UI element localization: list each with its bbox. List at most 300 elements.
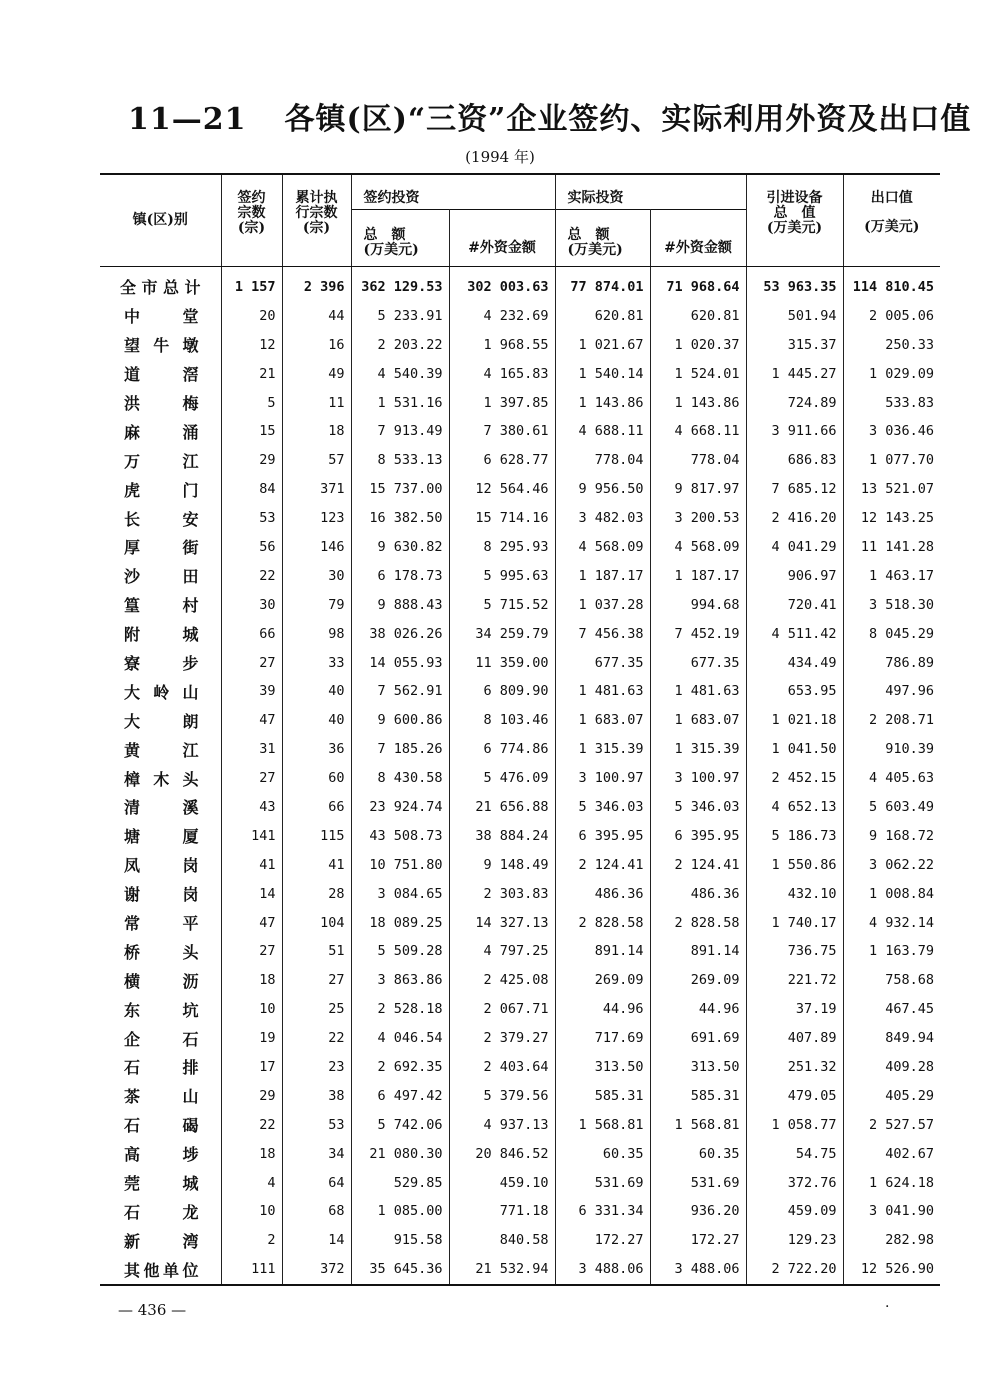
cell-eq: 37.19	[746, 995, 843, 1024]
cell-sf: 840.58	[449, 1226, 555, 1255]
cell-eq: 1 740.17	[746, 908, 843, 937]
cell-ex: 3 062.22	[843, 850, 940, 879]
table-row	[100, 388, 940, 417]
cell-eq: 724.89	[746, 388, 843, 417]
cell-af: 172.27	[650, 1226, 746, 1255]
header-signed-group	[351, 174, 555, 209]
cell-ex: 533.83	[843, 388, 940, 417]
cell-ex: 467.45	[843, 995, 940, 1024]
cell-at: 2 124.41	[555, 850, 650, 879]
cell-st: 9 888.43	[351, 590, 449, 619]
cell-sf: 20 846.52	[449, 1139, 555, 1168]
cell-af: 691.69	[650, 1024, 746, 1053]
row-name: 横沥	[124, 971, 199, 991]
header-contracts-unit: (宗)	[237, 220, 266, 236]
row-name: 其他单位	[100, 1255, 221, 1285]
cell-c: 10	[221, 995, 282, 1024]
cell-at: 677.35	[555, 648, 650, 677]
header-export-line1: 出口值	[870, 190, 913, 206]
cell-eq: 432.10	[746, 879, 843, 908]
cell-e: 79	[282, 590, 351, 619]
cell-e: 371	[282, 475, 351, 504]
cell-sf: 459.10	[449, 1168, 555, 1197]
row-name: 长安	[124, 509, 199, 529]
header-signed-foreign-label: #外资金额	[468, 239, 536, 256]
header-actual-line2: 总 额	[567, 226, 610, 243]
cell-ex: 758.68	[843, 966, 940, 995]
cell-ex: 282.98	[843, 1226, 940, 1255]
cell-af: 994.68	[650, 590, 746, 619]
cell-at: 1 540.14	[555, 359, 650, 388]
cell-at: 717.69	[555, 1024, 650, 1053]
cell-at: 6 331.34	[555, 1197, 650, 1226]
cell-e: 28	[282, 879, 351, 908]
cell-c: 10	[221, 1197, 282, 1226]
cell-sf: 14 327.13	[449, 908, 555, 937]
table-row	[100, 619, 940, 648]
cell-af: 313.50	[650, 1053, 746, 1082]
cell-c: 56	[221, 533, 282, 562]
table-row	[100, 850, 940, 879]
cell-ex: 497.96	[843, 677, 940, 706]
cell-c: 18	[221, 1139, 282, 1168]
cell-af: 269.09	[650, 966, 746, 995]
table-row	[100, 1139, 940, 1168]
table-row	[100, 677, 940, 706]
cell-af: 7 452.19	[650, 619, 746, 648]
row-name: 大朗	[124, 711, 199, 731]
cell-st: 18 089.25	[351, 908, 449, 937]
cell-sf: 5 379.56	[449, 1081, 555, 1110]
cell-st: 915.58	[351, 1226, 449, 1255]
cell-c: 2	[221, 1226, 282, 1255]
cell-st: 8 533.13	[351, 446, 449, 475]
cell-c: 22	[221, 1110, 282, 1139]
cell-c: 39	[221, 677, 282, 706]
header-actual-group	[555, 174, 746, 209]
table-row	[100, 1024, 940, 1053]
cell-c: 17	[221, 1053, 282, 1082]
cell-eq: 372.76	[746, 1168, 843, 1197]
cell-eq: 906.97	[746, 561, 843, 590]
cell-ex: 4 932.14	[843, 908, 940, 937]
cell-e: 27	[282, 966, 351, 995]
cell-sf: 2 425.08	[449, 966, 555, 995]
cell-sf: 21 656.88	[449, 793, 555, 822]
cell-ex: 8 045.29	[843, 619, 940, 648]
table-row	[100, 1226, 940, 1255]
cell-af: 2 124.41	[650, 850, 746, 879]
table-row	[100, 359, 940, 388]
cell-e: 104	[282, 908, 351, 937]
page-number: — 436 —	[118, 1301, 187, 1319]
header-signed-unit: (万美元)	[363, 241, 419, 258]
cell-st: 7 913.49	[351, 417, 449, 446]
cell-at: 4 688.11	[555, 417, 650, 446]
row-name: 东坑	[124, 1000, 199, 1020]
cell-ex: 405.29	[843, 1081, 940, 1110]
cell-ex: 9 168.72	[843, 821, 940, 850]
row-name: 谢岗	[124, 885, 199, 905]
cell-at: 1 143.86	[555, 388, 650, 417]
table-row	[100, 475, 940, 504]
header-signed-total	[351, 209, 449, 266]
cell-af: 531.69	[650, 1168, 746, 1197]
cell-e: 14	[282, 1226, 351, 1255]
cell-sf: 9 148.49	[449, 850, 555, 879]
cell-e: 22	[282, 1024, 351, 1053]
header-contracts-line2: 宗数	[237, 205, 266, 221]
cell-ex: 1 624.18	[843, 1168, 940, 1197]
header-actual-foreign	[650, 209, 746, 266]
table-row	[100, 417, 940, 446]
cell-st: 15 737.00	[351, 475, 449, 504]
table-row	[100, 330, 940, 359]
row-name: 沙田	[124, 567, 199, 587]
cell-e: 40	[282, 706, 351, 735]
cell-e: 49	[282, 359, 351, 388]
cell-c: 4	[221, 1168, 282, 1197]
cell-sf: 12 564.46	[449, 475, 555, 504]
row-name: 企石	[124, 1029, 199, 1049]
cell-ex: 1 008.84	[843, 879, 940, 908]
cell-st: 5 509.28	[351, 937, 449, 966]
cell-eq: 501.94	[746, 301, 843, 330]
cell-st: 6 178.73	[351, 561, 449, 590]
cell-af: 44.96	[650, 995, 746, 1024]
cell-e: 51	[282, 937, 351, 966]
cell-eq: 459.09	[746, 1197, 843, 1226]
cell-st: 5 233.91	[351, 301, 449, 330]
table-row	[100, 879, 940, 908]
cell-sf: 11 359.00	[449, 648, 555, 677]
cell-eq: 53 963.35	[746, 266, 843, 301]
cell-sf: 7 380.61	[449, 417, 555, 446]
cell-eq: 3 911.66	[746, 417, 843, 446]
header-export	[843, 174, 940, 266]
row-name: 麻涌	[124, 422, 199, 442]
cell-ex: 1 163.79	[843, 937, 940, 966]
cell-at: 1 037.28	[555, 590, 650, 619]
table-row	[100, 995, 940, 1024]
cell-st: 4 046.54	[351, 1024, 449, 1053]
cell-e: 40	[282, 677, 351, 706]
cell-sf: 15 714.16	[449, 504, 555, 533]
cell-e: 98	[282, 619, 351, 648]
cell-sf: 6 809.90	[449, 677, 555, 706]
row-name: 石排	[124, 1058, 199, 1078]
cell-sf: 4 937.13	[449, 1110, 555, 1139]
cell-c: 47	[221, 706, 282, 735]
cell-at: 531.69	[555, 1168, 650, 1197]
cell-af: 1 683.07	[650, 706, 746, 735]
cell-ex: 12 143.25	[843, 504, 940, 533]
cell-st: 21 080.30	[351, 1139, 449, 1168]
cell-af: 1 187.17	[650, 561, 746, 590]
cell-e: 30	[282, 561, 351, 590]
table-row	[100, 590, 940, 619]
cell-at: 6 395.95	[555, 821, 650, 850]
cell-c: 22	[221, 561, 282, 590]
table-title: 各镇(区)“三资”企业签约、实际利用外资及出口值	[284, 102, 972, 137]
cell-eq: 720.41	[746, 590, 843, 619]
cell-ex: 1 463.17	[843, 561, 940, 590]
header-signed-foreign	[449, 209, 555, 266]
table-row	[100, 1255, 940, 1285]
table-row	[100, 966, 940, 995]
cell-at: 585.31	[555, 1081, 650, 1110]
cell-at: 172.27	[555, 1226, 650, 1255]
cell-st: 529.85	[351, 1168, 449, 1197]
row-name: 清溪	[124, 798, 199, 818]
cell-e: 23	[282, 1053, 351, 1082]
cell-af: 585.31	[650, 1081, 746, 1110]
cell-eq: 1 445.27	[746, 359, 843, 388]
row-name: 樟木头	[124, 769, 199, 789]
cell-e: 60	[282, 764, 351, 793]
cell-e: 146	[282, 533, 351, 562]
row-name: 凤岗	[124, 856, 199, 876]
cell-c: 47	[221, 908, 282, 937]
cell-c: 43	[221, 793, 282, 822]
cell-ex: 402.67	[843, 1139, 940, 1168]
cell-sf: 2 403.64	[449, 1053, 555, 1082]
cell-e: 53	[282, 1110, 351, 1139]
cell-at: 4 568.09	[555, 533, 650, 562]
row-name: 虎门	[124, 480, 199, 500]
cell-eq: 686.83	[746, 446, 843, 475]
table-row	[100, 533, 940, 562]
cell-ex: 3 041.90	[843, 1197, 940, 1226]
cell-at: 44.96	[555, 995, 650, 1024]
cell-af: 677.35	[650, 648, 746, 677]
cell-c: 12	[221, 330, 282, 359]
cell-ex: 1 029.09	[843, 359, 940, 388]
table-row	[100, 764, 940, 793]
cell-sf: 5 995.63	[449, 561, 555, 590]
header-equipment	[746, 174, 843, 266]
cell-ex: 3 036.46	[843, 417, 940, 446]
cell-st: 2 692.35	[351, 1053, 449, 1082]
row-name: 厚街	[124, 538, 199, 558]
cell-c: 1 157	[221, 266, 282, 301]
cell-eq: 2 722.20	[746, 1255, 843, 1285]
cell-st: 10 751.80	[351, 850, 449, 879]
cell-eq: 434.49	[746, 648, 843, 677]
cell-st: 7 185.26	[351, 735, 449, 764]
cell-af: 4 668.11	[650, 417, 746, 446]
cell-af: 2 828.58	[650, 908, 746, 937]
cell-sf: 6 774.86	[449, 735, 555, 764]
row-name: 寮步	[124, 654, 199, 674]
header-actual-foreign-label: #外资金额	[664, 239, 732, 256]
table-row	[100, 1053, 940, 1082]
cell-st: 1 531.16	[351, 388, 449, 417]
table-row	[100, 446, 940, 475]
cell-ex: 409.28	[843, 1053, 940, 1082]
cell-c: 53	[221, 504, 282, 533]
table-row	[100, 1168, 940, 1197]
cell-sf: 38 884.24	[449, 821, 555, 850]
cell-at: 9 956.50	[555, 475, 650, 504]
row-name: 望牛墩	[124, 336, 199, 356]
cell-e: 64	[282, 1168, 351, 1197]
header-executed	[282, 174, 351, 266]
cell-c: 27	[221, 764, 282, 793]
statistics-table	[100, 173, 940, 1286]
row-name: 桥头	[124, 942, 199, 962]
cell-ex: 4 405.63	[843, 764, 940, 793]
header-contracts	[221, 174, 282, 266]
header-actual-total	[555, 209, 650, 266]
cell-ex: 910.39	[843, 735, 940, 764]
cell-e: 123	[282, 504, 351, 533]
cell-af: 1 315.39	[650, 735, 746, 764]
row-name: 大岭山	[124, 682, 199, 702]
cell-e: 16	[282, 330, 351, 359]
cell-at: 1 568.81	[555, 1110, 650, 1139]
cell-e: 25	[282, 995, 351, 1024]
cell-eq: 1 058.77	[746, 1110, 843, 1139]
cell-e: 66	[282, 793, 351, 822]
cell-e: 57	[282, 446, 351, 475]
cell-st: 2 203.22	[351, 330, 449, 359]
cell-at: 778.04	[555, 446, 650, 475]
cell-eq: 1 021.18	[746, 706, 843, 735]
cell-c: 5	[221, 388, 282, 417]
row-name: 全市总计	[120, 278, 201, 298]
cell-c: 21	[221, 359, 282, 388]
cell-st: 16 382.50	[351, 504, 449, 533]
row-name: 篁村	[124, 596, 199, 616]
cell-st: 9 600.86	[351, 706, 449, 735]
cell-at: 269.09	[555, 966, 650, 995]
row-name: 高埗	[124, 1145, 199, 1165]
cell-sf: 2 379.27	[449, 1024, 555, 1053]
cell-af: 71 968.64	[650, 266, 746, 301]
cell-ex: 2 527.57	[843, 1110, 940, 1139]
cell-af: 1 568.81	[650, 1110, 746, 1139]
cell-eq: 7 685.12	[746, 475, 843, 504]
row-name: 黄江	[124, 740, 199, 760]
cell-e: 372	[282, 1255, 351, 1285]
cell-eq: 2 416.20	[746, 504, 843, 533]
cell-sf: 2 303.83	[449, 879, 555, 908]
cell-sf: 8 295.93	[449, 533, 555, 562]
cell-af: 60.35	[650, 1139, 746, 1168]
table-row	[100, 561, 940, 590]
cell-st: 38 026.26	[351, 619, 449, 648]
header-executed-line2: 行宗数	[295, 205, 338, 221]
cell-c: 30	[221, 590, 282, 619]
cell-sf: 302 003.63	[449, 266, 555, 301]
cell-ex: 786.89	[843, 648, 940, 677]
cell-c: 41	[221, 850, 282, 879]
row-name: 莞城	[124, 1174, 199, 1194]
cell-e: 41	[282, 850, 351, 879]
header-region	[100, 174, 221, 266]
header-region-label: 镇(区)别	[132, 211, 188, 228]
cell-ex: 12 526.90	[843, 1255, 940, 1285]
cell-st: 4 540.39	[351, 359, 449, 388]
cell-c: 19	[221, 1024, 282, 1053]
cell-c: 15	[221, 417, 282, 446]
total-row	[100, 266, 940, 301]
cell-ex: 11 141.28	[843, 533, 940, 562]
cell-e: 33	[282, 648, 351, 677]
cell-e: 38	[282, 1081, 351, 1110]
cell-af: 1 143.86	[650, 388, 746, 417]
cell-at: 620.81	[555, 301, 650, 330]
cell-at: 2 828.58	[555, 908, 650, 937]
cell-ex: 2 005.06	[843, 301, 940, 330]
cell-sf: 4 797.25	[449, 937, 555, 966]
cell-c: 66	[221, 619, 282, 648]
row-name: 茶山	[124, 1087, 199, 1107]
cell-sf: 5 715.52	[449, 590, 555, 619]
table-row	[100, 735, 940, 764]
row-name: 石碣	[124, 1116, 199, 1136]
header-equipment-unit: (万美元)	[766, 220, 823, 236]
cell-eq: 251.32	[746, 1053, 843, 1082]
cell-eq: 1 041.50	[746, 735, 843, 764]
cell-ex: 5 603.49	[843, 793, 940, 822]
cell-c: 31	[221, 735, 282, 764]
header-equipment-line1: 引进设备	[766, 190, 823, 206]
cell-st: 43 508.73	[351, 821, 449, 850]
table-row	[100, 504, 940, 533]
table-row	[100, 648, 940, 677]
cell-st: 14 055.93	[351, 648, 449, 677]
cell-c: 27	[221, 937, 282, 966]
cell-af: 936.20	[650, 1197, 746, 1226]
row-name: 常平	[124, 914, 199, 934]
row-name: 万江	[124, 451, 199, 471]
cell-e: 34	[282, 1139, 351, 1168]
cell-af: 6 395.95	[650, 821, 746, 850]
table-number: 11—21	[128, 102, 247, 137]
cell-ex: 114 810.45	[843, 266, 940, 301]
cell-sf: 1 968.55	[449, 330, 555, 359]
cell-st: 23 924.74	[351, 793, 449, 822]
cell-sf: 34 259.79	[449, 619, 555, 648]
cell-ex: 1 077.70	[843, 446, 940, 475]
row-name: 洪梅	[124, 394, 199, 413]
cell-af: 620.81	[650, 301, 746, 330]
cell-e: 115	[282, 821, 351, 850]
cell-af: 3 100.97	[650, 764, 746, 793]
cell-at: 1 683.07	[555, 706, 650, 735]
row-name: 石龙	[124, 1202, 199, 1222]
table-row	[100, 1081, 940, 1110]
header-signed-line2: 总 额	[363, 226, 406, 243]
header-signed-line1: 签约投资	[363, 190, 420, 206]
cell-eq: 407.89	[746, 1024, 843, 1053]
cell-e: 2 396	[282, 266, 351, 301]
cell-ex: 13 521.07	[843, 475, 940, 504]
page-title	[128, 94, 972, 138]
cell-af: 3 200.53	[650, 504, 746, 533]
cell-st: 2 528.18	[351, 995, 449, 1024]
cell-st: 3 084.65	[351, 879, 449, 908]
table-row	[100, 793, 940, 822]
cell-at: 7 456.38	[555, 619, 650, 648]
header-executed-line1: 累计执	[295, 190, 338, 206]
cell-c: 14	[221, 879, 282, 908]
cell-sf: 2 067.71	[449, 995, 555, 1024]
cell-st: 9 630.82	[351, 533, 449, 562]
cell-eq: 4 041.29	[746, 533, 843, 562]
